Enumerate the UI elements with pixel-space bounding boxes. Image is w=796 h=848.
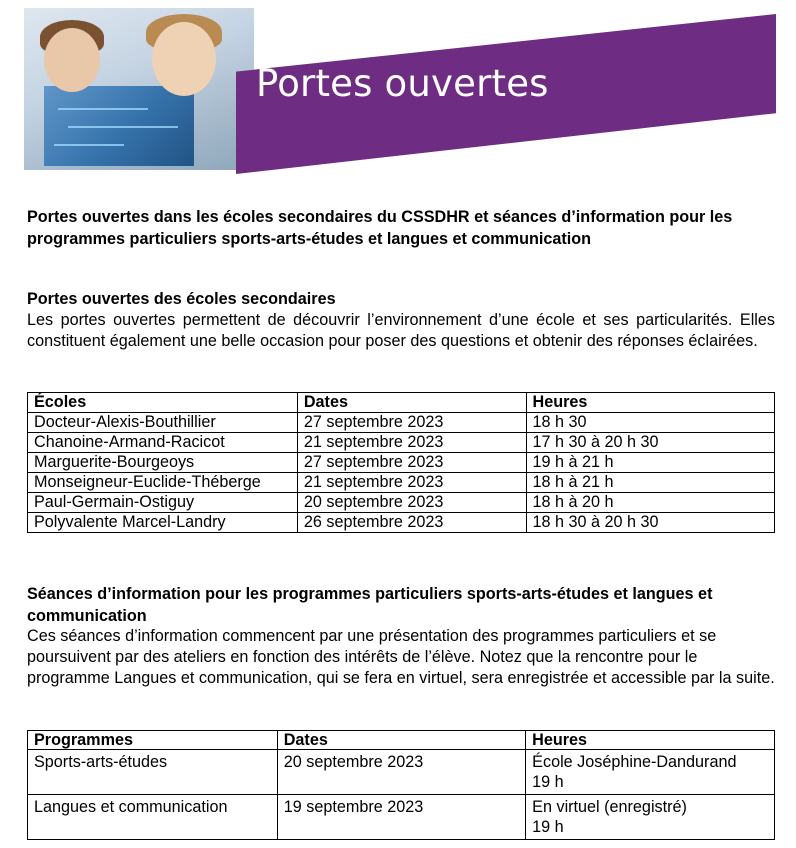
header-banner (0, 0, 796, 178)
program-cell: Langues et communication (28, 795, 278, 840)
section1-text: Les portes ouvertes permettent de découvrir l’environnement d’une école et ses particularités. Elles constituent également une belle occasion pour poser des questions et obtenir des réponses éclairées. (27, 311, 775, 350)
date-cell: 20 septembre 2023 (297, 493, 526, 513)
table-row (28, 750, 775, 795)
date-cell: 26 septembre 2023 (297, 513, 526, 533)
info-sessions-table (27, 730, 775, 840)
date-cell: 27 septembre 2023 (297, 453, 526, 473)
school-cell: Chanoine-Armand-Racicot (28, 433, 298, 453)
table-row (28, 795, 775, 840)
hours-cell: 18 h 30 (526, 413, 775, 433)
column-header: Écoles (28, 393, 298, 413)
students-computer-photo (24, 8, 254, 170)
section1-heading: Portes ouvertes des écoles secondaires (27, 290, 336, 308)
hours-cell: 18 h à 20 h (526, 493, 775, 513)
column-header: Dates (297, 393, 526, 413)
column-header: Programmes (28, 731, 278, 750)
screen-line (68, 126, 178, 128)
table-row (28, 493, 775, 513)
location-text: École Joséphine-Dandurand (532, 753, 737, 771)
school-cell: Docteur-Alexis-Bouthillier (28, 413, 298, 433)
date-cell: 19 septembre 2023 (277, 795, 525, 840)
school-cell: Marguerite-Bourgeoys (28, 453, 298, 473)
table-row (28, 473, 775, 493)
table-row (28, 513, 775, 533)
school-cell: Polyvalente Marcel-Landry (28, 513, 298, 533)
open-houses-table (27, 392, 775, 533)
table-row (28, 413, 775, 433)
intro-heading: Portes ouvertes dans les écoles secondaires du CSSDHR et séances d’information pour les programmes particuliers sports-arts-études et langues et communication (27, 208, 733, 248)
date-cell: 21 septembre 2023 (297, 473, 526, 493)
section2-text: Ces séances d’information commencent par une présentation des programmes particuliers et se poursuivent par des ateliers en fonction des intérêts de l’élève. Notez que la rencontre pour le programme Langues et communication, qui se fera en virtuel, sera enregistrée et accessible par la suite. (27, 627, 775, 687)
hours-cell (526, 795, 775, 840)
column-header: Dates (277, 731, 525, 750)
school-cell: Paul-Germain-Ostiguy (28, 493, 298, 513)
student-face (152, 22, 216, 96)
screen-line (54, 144, 124, 146)
screen-line (58, 108, 148, 110)
column-header: Heures (526, 731, 775, 750)
table-row (28, 433, 775, 453)
column-header: Heures (526, 393, 775, 413)
school-cell: Monseigneur-Euclide-Théberge (28, 473, 298, 493)
table-header-row (28, 393, 775, 413)
time-text: 19 h (532, 773, 564, 791)
program-cell: Sports-arts-études (28, 750, 278, 795)
date-cell: 21 septembre 2023 (297, 433, 526, 453)
hours-cell: 18 h à 21 h (526, 473, 775, 493)
date-cell: 20 septembre 2023 (277, 750, 525, 795)
table-row (28, 453, 775, 473)
hours-cell: 17 h 30 à 20 h 30 (526, 433, 775, 453)
location-text: En virtuel (enregistré) (532, 798, 687, 816)
table-header-row (28, 731, 775, 750)
hours-cell: 19 h à 21 h (526, 453, 775, 473)
date-cell: 27 septembre 2023 (297, 413, 526, 433)
time-text: 19 h (532, 818, 564, 836)
student-face (44, 28, 100, 92)
section2-heading: Séances d’information pour les programmes particuliers sports-arts-études et langues et communication (27, 585, 713, 625)
banner-title: Portes ouvertes (256, 62, 549, 105)
hours-cell: 18 h 30 à 20 h 30 (526, 513, 775, 533)
hours-cell (526, 750, 775, 795)
